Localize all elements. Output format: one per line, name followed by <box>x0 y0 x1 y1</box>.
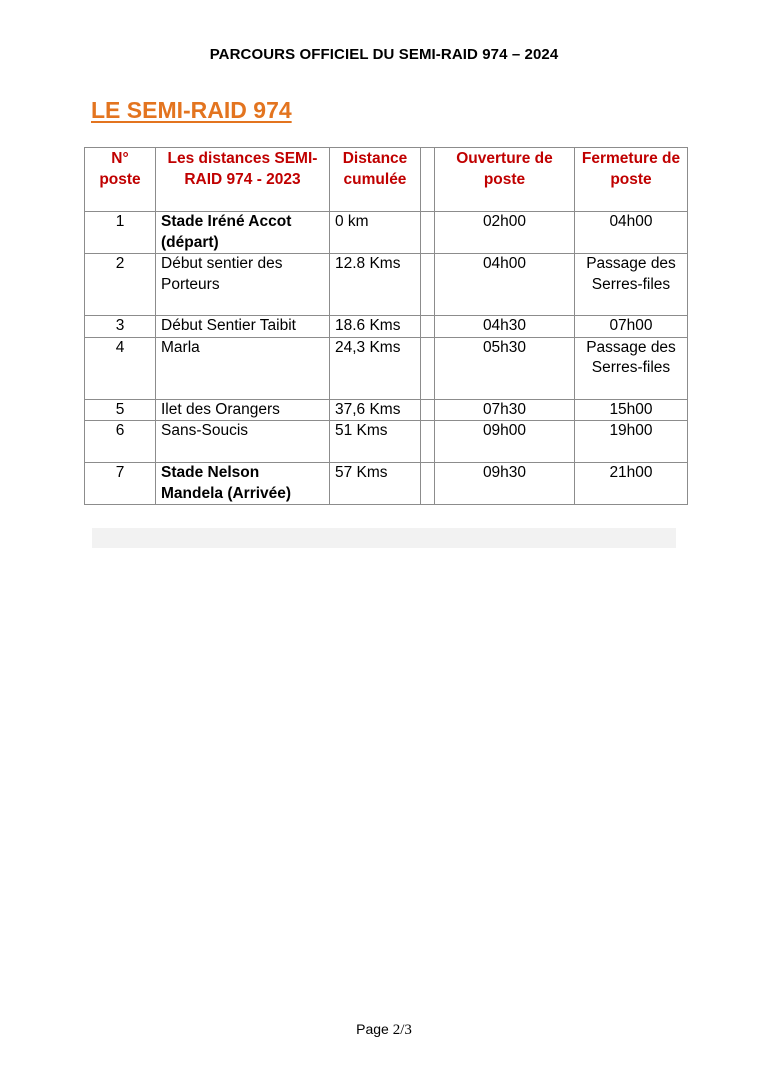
row-open: 05h30 <box>435 337 575 399</box>
header-spacer <box>421 148 435 212</box>
row-stage: Début sentier des Porteurs <box>156 254 330 316</box>
row-spacer <box>421 421 435 463</box>
footer-page-number: 2/3 <box>392 1022 412 1038</box>
row-stage: Début Sentier Taibit <box>156 316 330 338</box>
row-cumul: 18.6 Kms <box>330 316 421 338</box>
table-header-row <box>85 148 688 212</box>
row-open: 04h00 <box>435 254 575 316</box>
row-stage: Marla <box>156 337 330 399</box>
document-title: PARCOURS OFFICIEL DU SEMI-RAID 974 – 2024 <box>209 46 559 63</box>
row-stage: Stade Nelson Mandela (Arrivée) <box>156 463 330 505</box>
row-num: 3 <box>85 316 156 338</box>
header-num: N° poste <box>85 148 156 212</box>
row-open: 09h30 <box>435 463 575 505</box>
row-num: 1 <box>85 212 156 254</box>
row-stage: Ilet des Orangers <box>156 399 330 421</box>
row-stage: Stade Iréné Accot (départ) <box>156 212 330 254</box>
row-num: 7 <box>85 463 156 505</box>
row-num: 2 <box>85 254 156 316</box>
row-cumul: 12.8 Kms <box>330 254 421 316</box>
row-stage: Sans-Soucis <box>156 421 330 463</box>
header-closing: Fermeture de poste <box>575 148 688 212</box>
header-stage: Les distances SEMI-RAID 974 - 2023 <box>156 148 330 212</box>
table-row <box>85 316 688 338</box>
table-row <box>85 254 688 316</box>
row-close: 21h00 <box>575 463 688 505</box>
header-opening: Ouverture de poste <box>435 148 575 212</box>
table-row <box>85 337 688 399</box>
row-spacer <box>421 399 435 421</box>
row-num: 5 <box>85 399 156 421</box>
row-close: 19h00 <box>575 421 688 463</box>
row-close: 04h00 <box>575 212 688 254</box>
table-row <box>85 421 688 463</box>
shaded-band <box>92 528 676 548</box>
row-num: 6 <box>85 421 156 463</box>
row-spacer <box>421 316 435 338</box>
row-cumul: 37,6 Kms <box>330 399 421 421</box>
row-open: 04h30 <box>435 316 575 338</box>
row-open: 07h30 <box>435 399 575 421</box>
row-cumul: 0 km <box>330 212 421 254</box>
row-open: 02h00 <box>435 212 575 254</box>
row-spacer <box>421 212 435 254</box>
route-table <box>84 147 688 505</box>
header-cumulative-distance: Distance cumulée <box>330 148 421 212</box>
row-spacer <box>421 337 435 399</box>
page-footer <box>0 1021 768 1039</box>
table-row <box>85 212 688 254</box>
row-close: 15h00 <box>575 399 688 421</box>
row-spacer <box>421 254 435 316</box>
footer-page-label: Page <box>356 1021 389 1037</box>
row-close: Passage des Serres-files <box>575 337 688 399</box>
row-cumul: 51 Kms <box>330 421 421 463</box>
row-close: 07h00 <box>575 316 688 338</box>
section-title: LE SEMI-RAID 974 <box>91 97 292 123</box>
row-open: 09h00 <box>435 421 575 463</box>
table-row <box>85 399 688 421</box>
row-cumul: 57 Kms <box>330 463 421 505</box>
row-num: 4 <box>85 337 156 399</box>
row-close: Passage des Serres-files <box>575 254 688 316</box>
row-cumul: 24,3 Kms <box>330 337 421 399</box>
row-spacer <box>421 463 435 505</box>
table-row <box>85 463 688 505</box>
